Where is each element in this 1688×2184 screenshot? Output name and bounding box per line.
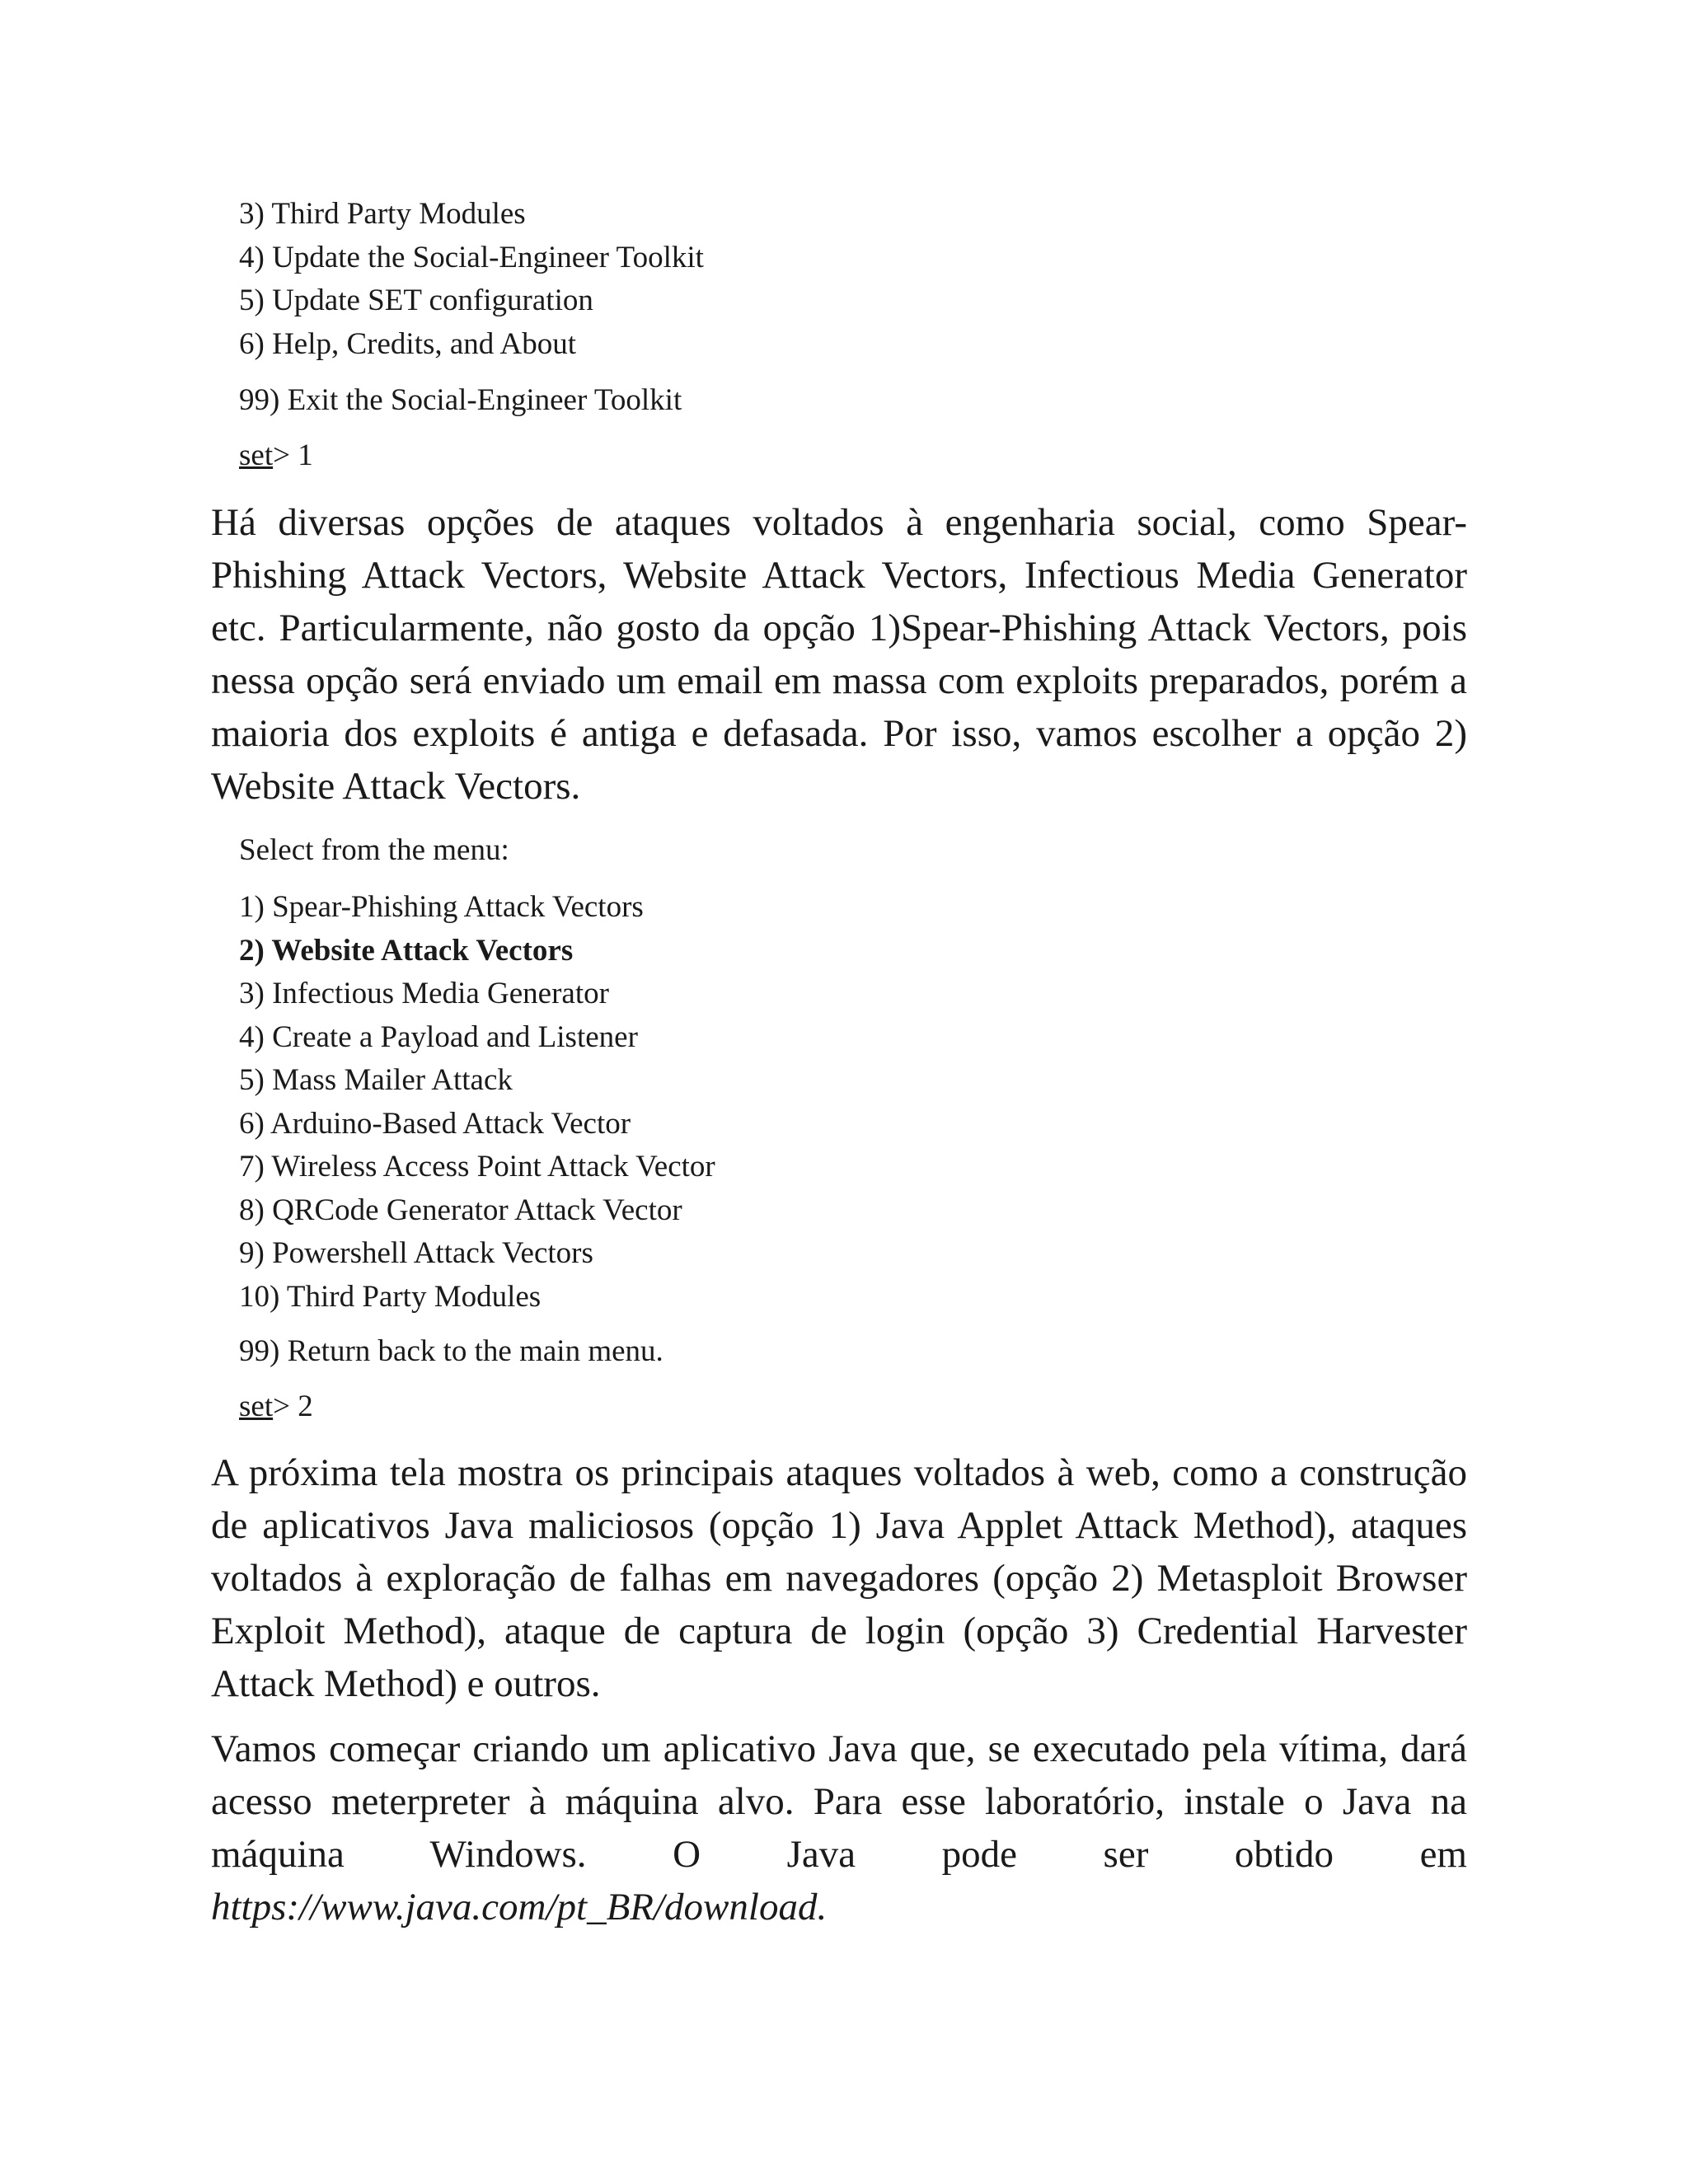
menu-item: 3) Infectious Media Generator	[239, 977, 609, 1010]
paragraph-text: Vamos começar criando um aplicativo Java que, se executado pela vítima, dará acesso meterpreter à máquina alvo. Para esse laboratório, instale o Java na máquina Windows. O Java pode ser obtido em	[211, 1727, 1467, 1876]
terminal-prompt	[239, 434, 313, 478]
menu-item: 7) Wireless Access Point Attack Vector	[239, 1150, 715, 1183]
menu-item: 5) Mass Mailer Attack	[239, 1063, 513, 1097]
body-paragraph-1: Há diversas opções de ataques voltados à engenharia social, como Spear-Phishing Attack Vectors, Website Attack Vectors, Infectious Media Generator etc. Particularmente, não gosto da opção 1)Spear-Phishing Attack Vectors, pois nessa opção será enviado um email em massa com exploits preparados, porém a maioria dos exploits é antiga e defasada. Por isso, vamos escolher a opção 2) Website Attack Vectors.	[211, 501, 1467, 808]
body-paragraph-2: A próxima tela mostra os principais ataques voltados à web, como a construção de aplicativos Java maliciosos (opção 1) Java Applet Attack Method), ataques voltados à exploração de falhas em navegadores (opção 2) Metasploit Browser Exploit Method), ataque de captura de login (opção 3) Credential Harvester Attack Method) e outros.	[211, 1451, 1467, 1705]
java-download-link[interactable]: https://www.java.com/pt_BR/download.	[211, 1886, 828, 1929]
menu-item: 8) QRCode Generator Attack Vector	[239, 1193, 682, 1227]
menu-heading: Select from the menu:	[239, 833, 509, 867]
main-menu-prompt	[239, 434, 313, 478]
menu-item: 1) Spear-Phishing Attack Vectors	[239, 890, 644, 924]
menu-item: 10) Third Party Modules	[239, 1279, 542, 1314]
main-menu-list	[239, 193, 704, 366]
menu-item: 4) Update the Social-Engineer Toolkit	[239, 240, 704, 274]
attack-menu-list	[239, 886, 715, 1319]
menu-item: 9) Powershell Attack Vectors	[239, 1236, 593, 1270]
menu-item: 5) Update SET configuration	[239, 284, 593, 317]
prompt-input: > 1	[273, 438, 313, 472]
menu-item-exit: 99) Exit the Social-Engineer Toolkit	[239, 383, 682, 417]
prompt-input: > 2	[273, 1390, 313, 1423]
attack-menu-return	[239, 1330, 663, 1374]
prompt-command: set	[239, 438, 274, 472]
attack-menu-heading	[239, 829, 509, 873]
menu-item: 6) Help, Credits, and About	[239, 326, 577, 361]
terminal-prompt	[239, 1385, 313, 1429]
prompt-command: set	[239, 1390, 274, 1423]
menu-item: 6) Arduino-Based Attack Vector	[239, 1106, 631, 1141]
attack-menu-prompt	[239, 1385, 313, 1429]
menu-item: 4) Create a Payload and Listener	[239, 1019, 638, 1054]
menu-item: 3) Third Party Modules	[239, 197, 526, 231]
menu-item-selected: 2) Website Attack Vectors	[239, 933, 574, 968]
menu-item-return: 99) Return back to the main menu.	[239, 1334, 663, 1368]
body-paragraph-3	[211, 1722, 1467, 1933]
main-menu-exit	[239, 379, 682, 423]
